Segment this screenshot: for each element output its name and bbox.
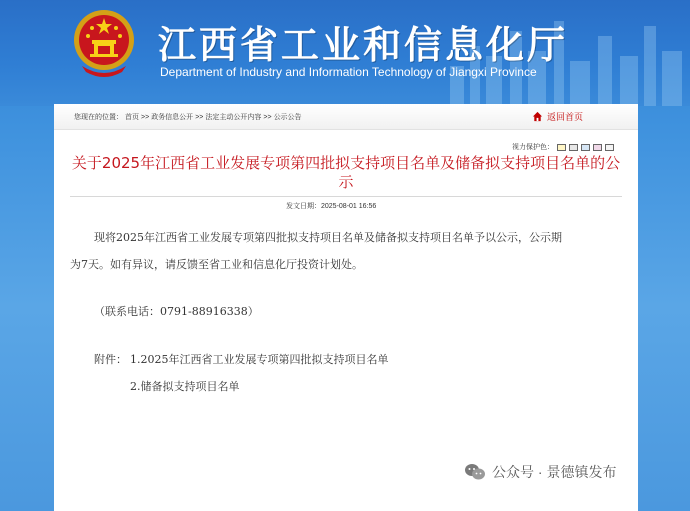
attachment-link-2[interactable]: 2.储备拟支持项目名单 xyxy=(130,380,240,393)
breadcrumb-item-notices[interactable]: 公示公告 xyxy=(273,114,302,121)
breadcrumb-item-statutory[interactable]: 法定主动公开内容 xyxy=(205,114,262,121)
breadcrumb-item-gov-info[interactable]: 政务信息公开 xyxy=(151,114,194,121)
watermark-text: 公众号 · 景德镇发布 xyxy=(492,464,617,480)
color-swatch-white[interactable] xyxy=(605,144,614,151)
color-swatch-gray[interactable] xyxy=(569,144,578,151)
vision-protection-colors xyxy=(512,142,614,152)
attachment-label: 附件： xyxy=(94,353,127,366)
location-bar xyxy=(54,104,638,130)
breadcrumb-separator: >> xyxy=(141,114,150,121)
breadcrumb-prefix: 您现在的位置： xyxy=(74,114,123,121)
attachment-link-1[interactable]: 1.2025年江西省工业发展专项第四批拟支持项目名单 xyxy=(130,353,389,366)
breadcrumb-separator: >> xyxy=(195,114,204,121)
publish-date: 发文日期：2025-08-01 16:56 xyxy=(286,203,377,210)
return-home-label: 返回首页 xyxy=(547,112,584,122)
wechat-watermark xyxy=(464,462,616,482)
color-swatch-blue[interactable] xyxy=(581,144,590,151)
body-paragraph-line-2: 为7天。如有异议，请反馈至省工业和信息化厅投资计划处。 xyxy=(70,258,363,271)
content-panel xyxy=(54,104,638,511)
color-swatch-yellow[interactable] xyxy=(557,144,566,151)
site-header xyxy=(0,0,690,106)
body-paragraph-line-1: 现将2025年江西省工业发展专项第四批拟支持项目名单及储备拟支持项目名单予以公示，公示期 xyxy=(94,231,562,244)
breadcrumb-item-home[interactable]: 首页 xyxy=(125,114,139,121)
wechat-icon xyxy=(464,463,486,481)
article-title: 关于2025年江西省工业发展专项第四批拟支持项目名单及储备拟支持项目名单的公示 xyxy=(71,154,621,191)
site-title-cn: 江西省工业和信息化厅 xyxy=(158,23,569,67)
breadcrumb xyxy=(74,112,304,122)
home-icon xyxy=(532,111,543,122)
title-divider xyxy=(70,196,622,197)
national-emblem-icon xyxy=(72,8,136,78)
color-swatch-pink[interactable] xyxy=(593,144,602,151)
return-home-link[interactable] xyxy=(532,110,583,123)
breadcrumb-separator: >> xyxy=(263,114,272,121)
vision-label: 视力保护色： xyxy=(512,144,554,151)
contact-phone: （联系电话：0791-88916338） xyxy=(94,305,259,318)
site-title-en: Department of Industry and Information Technology of Jiangxi Province xyxy=(160,65,537,79)
